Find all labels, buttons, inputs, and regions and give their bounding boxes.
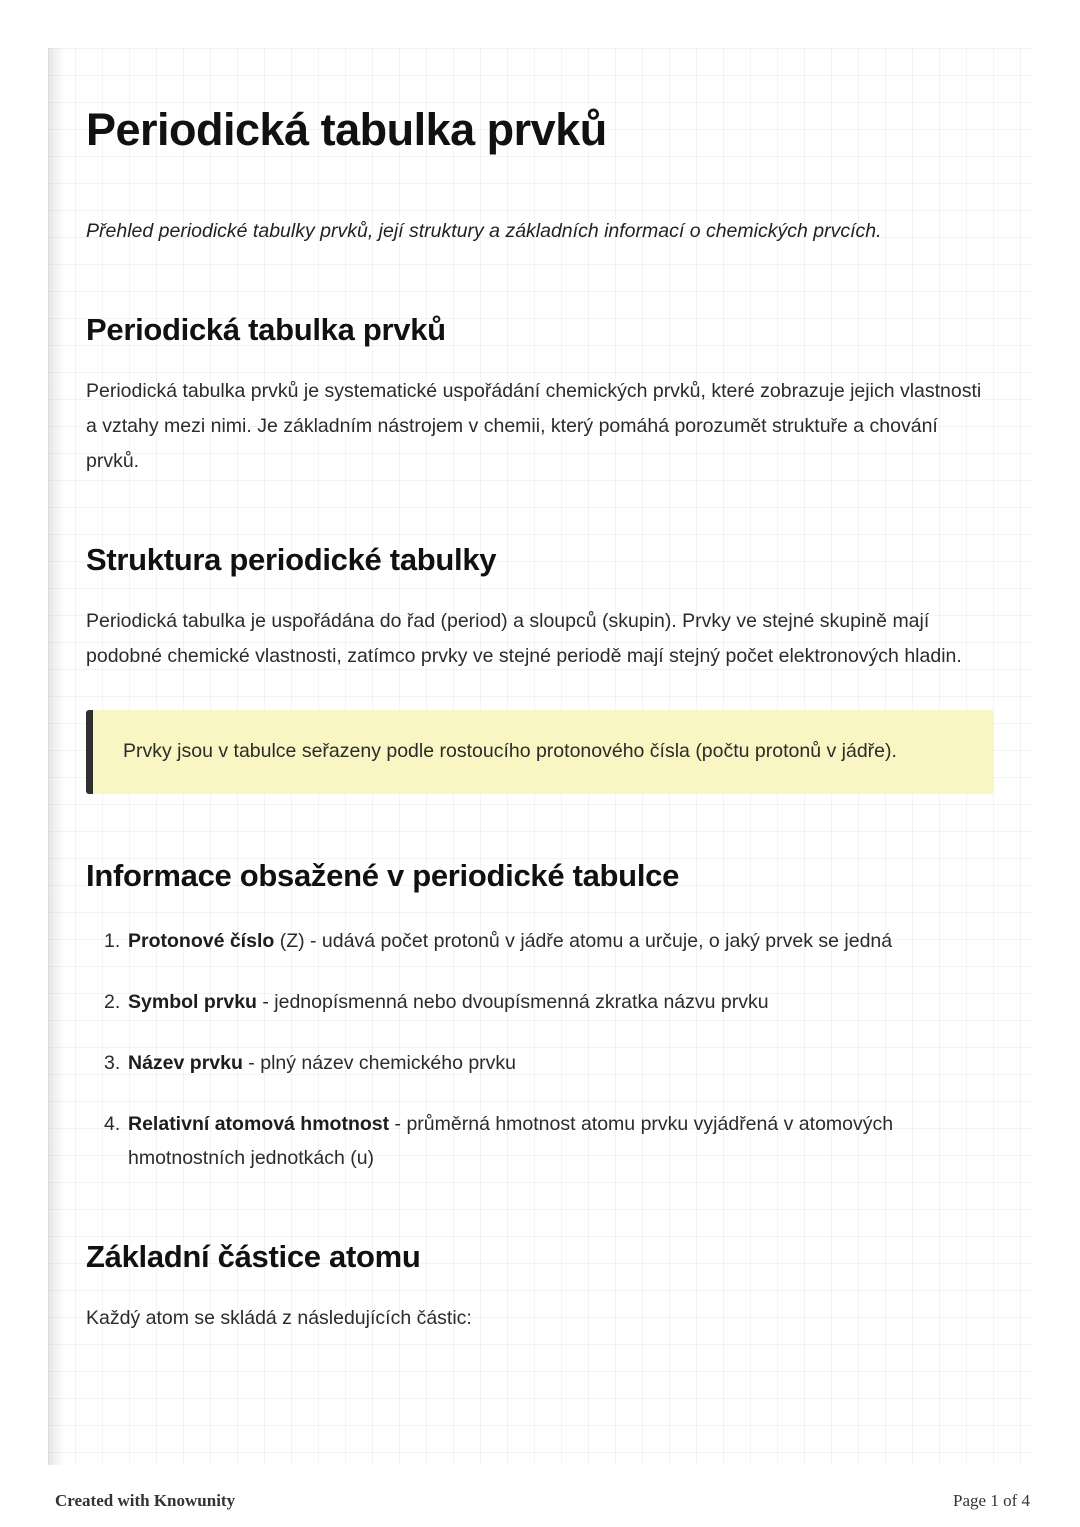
list-number: 4. <box>104 1113 121 1136</box>
list-number: 1. <box>104 929 121 952</box>
footer-brand: Created with Knowunity <box>55 1491 236 1510</box>
paper-grid-background <box>48 48 1034 1465</box>
page-title: Periodická tabulka prvků <box>86 104 607 155</box>
section-heading-periodic-table: Periodická tabulka prvků <box>86 312 446 348</box>
callout-text: Prvky jsou v tabulce seřazeny podle rostoucího protonového čísla (počtu protonů v jádře). <box>123 739 897 762</box>
highlight-callout <box>86 710 994 794</box>
list-text: - jednopísmenná nebo dvoupísmenná zkratka názvu prvku <box>256 990 769 1013</box>
list-term: Symbol prvku <box>128 990 257 1013</box>
list-number: 2. <box>104 990 121 1013</box>
paragraph: Periodická tabulka prvků je systematické uspořádání chemických prvků, které zobrazuje jejich vlastnosti a vztahy mezi nimi. Je základním nástrojem v chemii, který pomáhá porozumět struktuře a chování prvků. <box>86 380 982 472</box>
paragraph: Periodická tabulka je uspořádána do řad (period) a sloupců (skupin). Prvky ve stejné skupině mají podobné chemické vlastnosti, zatímco prvky ve stejné periodě mají stejný počet elektronových hladin. <box>86 610 962 667</box>
section-heading-structure: Struktura periodické tabulky <box>86 542 497 578</box>
document-content <box>48 48 1034 1336</box>
list-text: - průměrná hmotnost atomu prvku vyjádřená v atomových hmotnostních jednotkách (u) <box>128 1113 894 1170</box>
list-text: (Z) - udává počet protonů v jádře atomu a určuje, o jaký prvek se jedná <box>274 929 893 952</box>
document-subtitle: Přehled periodické tabulky prvků, její struktury a základních informací o chemických prvcích. <box>86 220 882 242</box>
list-term: Relativní atomová hmotnost <box>128 1113 390 1136</box>
footer-page-number: Page 1 of 4 <box>953 1491 1030 1510</box>
list-number: 3. <box>104 1052 121 1075</box>
list-term: Název prvku <box>128 1052 243 1075</box>
list-text: - plný název chemického prvku <box>242 1052 517 1075</box>
numbered-list <box>86 924 994 1176</box>
paragraph: Každý atom se skládá z následujících částic: <box>86 1307 472 1330</box>
list-item <box>104 1046 994 1080</box>
section-heading-information: Informace obsažené v periodické tabulce <box>86 857 680 893</box>
list-term: Protonové číslo <box>128 929 275 952</box>
list-item <box>104 924 994 958</box>
page-footer <box>55 1491 1030 1511</box>
list-item <box>104 985 994 1019</box>
section-heading-particles: Základní částice atomu <box>86 1239 421 1275</box>
list-item <box>104 1107 994 1175</box>
